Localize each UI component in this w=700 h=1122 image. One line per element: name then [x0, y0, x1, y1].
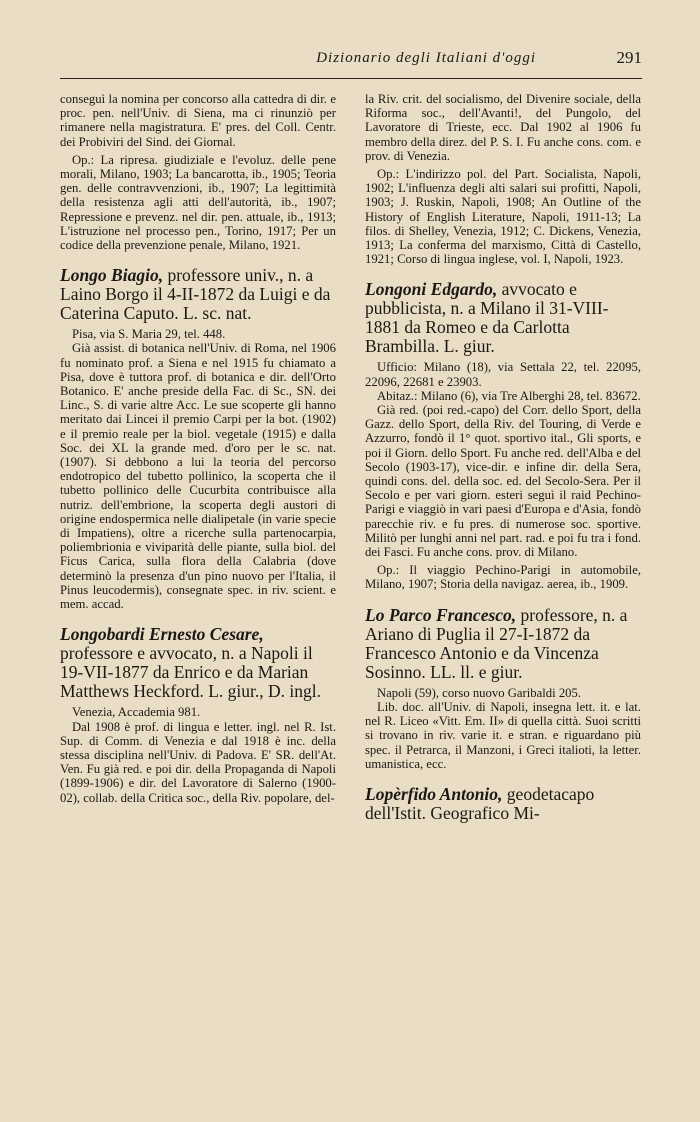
works-list: Op.: L'indirizzo pol. del Part. Socialista, Napoli, 1902; L'influenza degli alti salari sui profitti, Napoli, 1903; J. Ruskin, Napoli, 1908; An Outline of the History of English Literature, Napoli, 1911-13; La filos. di Shelley, Venezia, 1912; C. Dickens, Venezia, 1913; La conferma del marxismo, Città di Castello, 1921; Corso di lingua inglese, vol. I, Napoli, 1923. [365, 167, 641, 267]
entry-longobardi-ernesto-cesare [60, 625, 336, 804]
entry-heading-text: professore univ., n. a Laino Borgo il 4-II-1872 da Luigi e da Caterina Caputo. L. sc. nat. [60, 265, 331, 324]
entry-body: Dal 1908 è prof. di lingua e letter. ingl. nel R. Ist. Sup. di Comm. di Venezia e dal 1918 è inc. della stessa disciplina nell'Univ. di Padova. E' SR. dell'At. Ven. Fu già red. e poi dir. della Propaganda di Napoli (1899-1906) e dir. del Lavoratore di Salerno (1900-02), collab. della Critica soc., della Riv. popolare, del- [60, 719, 336, 805]
entry-heading [365, 280, 641, 356]
entry-longo-biagio [60, 266, 336, 611]
entry-loperfido-antonio [365, 785, 641, 823]
entry-heading-text: geodetacapo dell'Istit. Geografico Mi- [365, 783, 595, 823]
entry-address: Venezia, Accademia 981. [72, 705, 201, 720]
entry-lo-parco-francesco [365, 606, 641, 771]
entry-office-address: Ufficio: Milano (18), via Settala 22, tel. 22095, 22096, 22681 e 23903. [365, 360, 641, 389]
running-title: Dizionario degli Italiani d'oggi [316, 50, 536, 66]
entry-address: Napoli (59), corso nuovo Garibaldi 205. [377, 685, 582, 700]
entry-name: Lo Parco Francesco, [365, 604, 517, 625]
entry-address: Pisa, via S. Maria 29, tel. 448. [72, 327, 226, 342]
entry-heading [365, 785, 641, 823]
continued-text: conseguì la nomina per concorso alla cattedra di dir. e proc. pen. nell'Univ. di Siena, ma ci rinunziò per rimanere nella magistratura. E' pres. del Coll. Centr. dei Probiviri del Sind. dei Giornal. [60, 92, 336, 149]
entry-heading-text: professore, n. a Ariano di Puglia il 27-I-1872 da Francesco Antonio e da Vincenza Sosinno. LL. ll. e giur. [365, 604, 628, 682]
page-number: 291 [616, 48, 642, 67]
entry-heading-text: avvocato e pubblicista, n. a Milano il 31-VIII-1881 da Romeo e da Carlotta Brambilla. L. giur. [365, 279, 609, 357]
entry-body: Già red. (poi red.-capo) del Corr. dello Sport, della Gazz. dello Sport, della Riv. del Touring, di Verde e Azzurro, fondò il 1° quot. sportivo ital., Gli sports, e poi il Giorn. dello Sport. Fu anche red. dell'Alba e del Secolo (1903-17), vice-dir. e infine dir. della Sera, quindi cons. del. della soc. ed. del Secolo-Sera. Per il Secolo e per vari giorn. esteri seguì il raid Pechino-Parigi e viaggiò in vari paesi d'Europa e d'Asia, fondò parecchie riv. e fu pres. di numerose soc. sportive. Militò per lunghi anni nel part. rad. e poi fu tra i fond. dei Fasci. Fu anche cons. prov. di Milano. [365, 403, 641, 560]
entry-heading [60, 266, 336, 323]
entry-body: Già assist. di botanica nell'Univ. di Roma, nel 1906 fu nominato prof. a Siena e nel 1915 fu chiamato a Pisa, dove è tuttora prof. di botanica e dir. dell'Orto Botanico. E' anche preside della Fac. di Sc., SN. dei Linc., S. di varie altre Acc. Le sue scoperte gli hanno meritato dai Lincei il premio Carpi per la bot. (1902) e il premio reale per la biol. vegetale (1915) e dalla Soc. dei XL la grande med. d'oro per le sc. nat. (1907). Si debbono a lui la teoria del percorso endotropico del tubetto pollinico, la scoperta che il tubetto pollinico delle Cucurbita contribuisce alla nutriz. dell'embrione, la scoperta degli austori di origine endospermica nelle dialipetale (in varie specie di Impatiens), oltre a ricerche sulla partenocarpia, poliembrionia e viviparità delle piante, sulla biol. del Ficus Carica, sulla flora della Calabria (dove determinò la presenza d'un pino nuovo per l'Italia, il Pinus leucodermis), consegnate spec. in riv. scient. e mem. accad. [60, 341, 336, 612]
entry-name: Lopèrfido Antonio, [365, 783, 503, 804]
entry-heading [365, 606, 641, 682]
entry-name: Longo Biagio, [60, 265, 164, 286]
continued-text: la Riv. crit. del socialismo, del Divenire sociale, della Riforma soc., dell'Avanti!, del Pungolo, del Lavoratore di Trieste, ecc. Dal 1902 al 1906 fu membro della direz. del P. S. I. Fu anche cons. com. e prov. di Venezia. [365, 92, 641, 163]
entry-heading-text: professore e avvocato, n. a Napoli il 19-VII-1877 da Enrico e da Marian Matthews Heckford. L. giur., D. ingl. [60, 643, 321, 702]
entry-name: Longoni Edgardo, [365, 279, 498, 300]
works-list: Op.: Il viaggio Pechino-Parigi in automobile, Milano, 1907; Storia della navigaz. aerea, ib., 1909. [365, 563, 641, 592]
entry-longoni-edgardo [365, 280, 641, 591]
right-column [365, 92, 641, 827]
entry-body: Lib. doc. all'Univ. di Napoli, insegna lett. it. e lat. nel R. Liceo «Vitt. Em. II» di quella città. Suoi scritti si trovano in riv. varie it. e stran. e riguardano più spec. il Petrarca, il Manzoni, i Greci italioti, la letter. umanistica, ecc. [365, 699, 641, 771]
entry-home-address: Abitaz.: Milano (6), via Tre Alberghi 28, tel. 83672. [377, 388, 641, 403]
entry-heading [60, 625, 336, 701]
page-header [60, 46, 642, 79]
entry-name: Longobardi Ernesto Cesare, [60, 624, 264, 645]
works-list: Op.: La ripresa. giudiziale e l'evoluz. delle pene morali, Milano, 1903; La bancarotta, ib., 1905; Teoria gen. delle contravvenzioni, ib., 1907; La legittimità della resistenza agli atti dell'autorità, ib., 1907; Repressione e prevenz. nel dir. pen. attuale, ib., 1913; L'istruzione nel processo pen., Torino, 1917; Per un codice della prevenzione penale, Milano, 1921. [60, 152, 336, 253]
left-column [60, 92, 336, 805]
